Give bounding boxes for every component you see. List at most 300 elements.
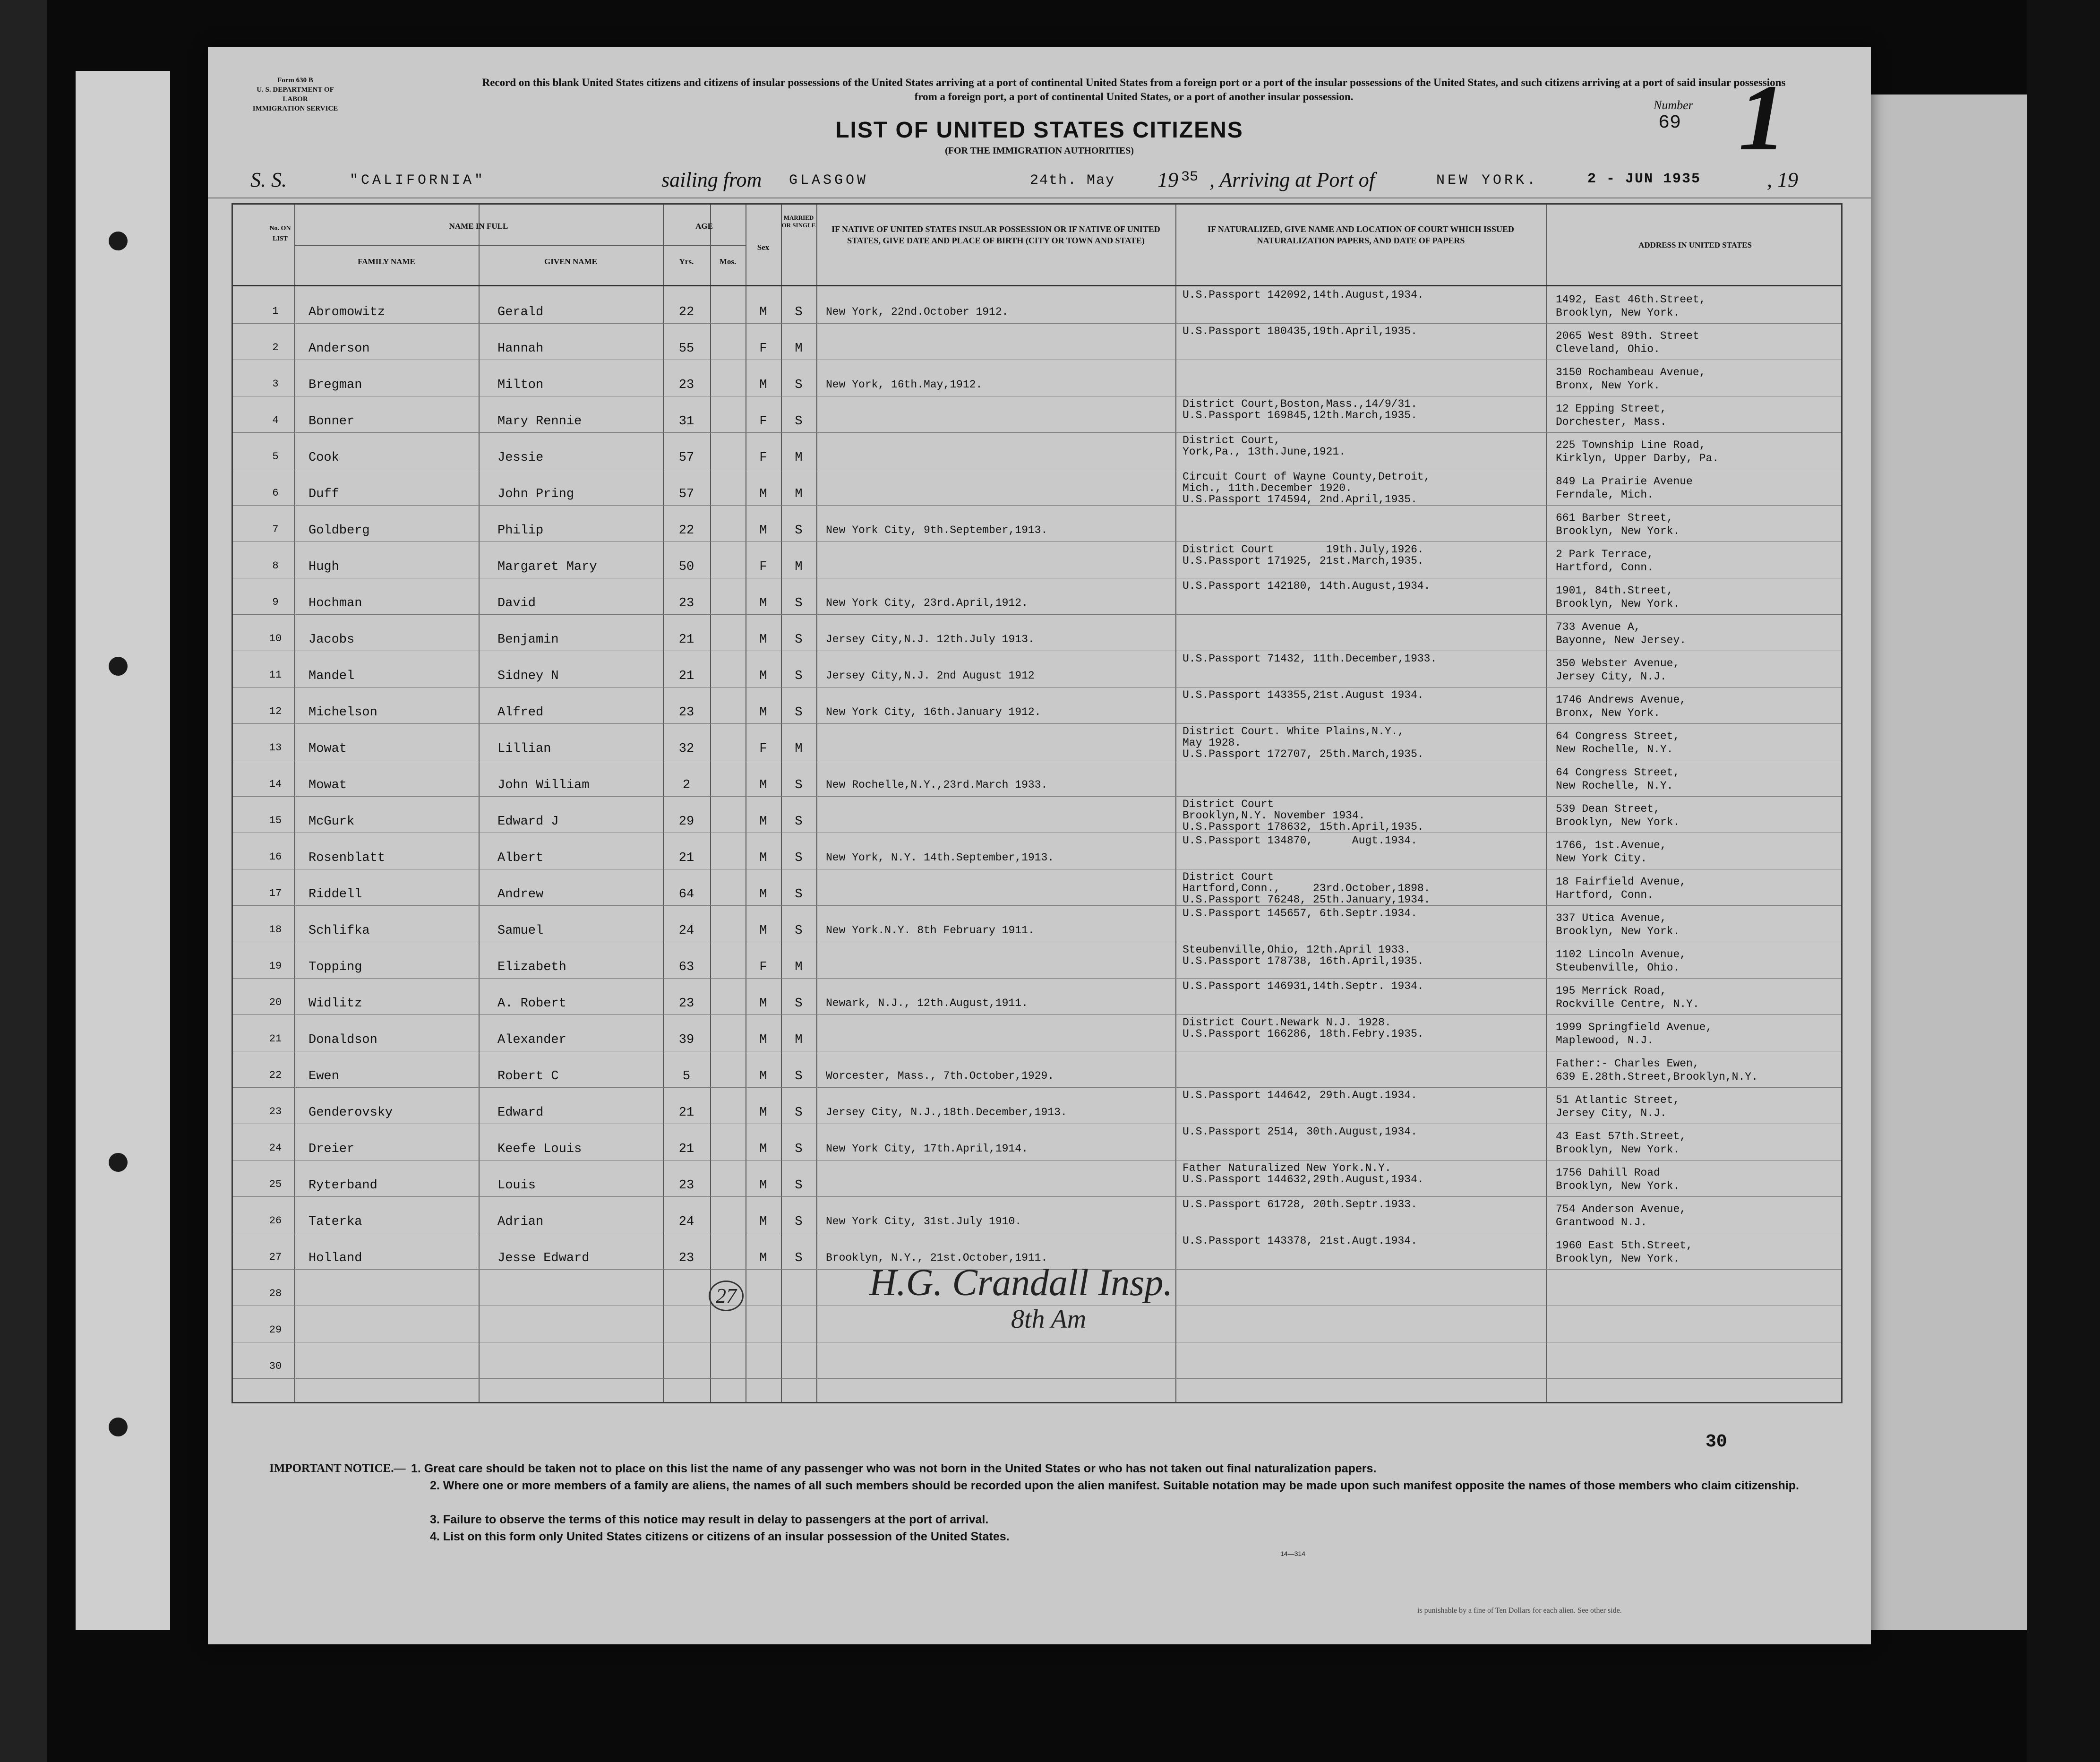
birth-info: New York, 16th.May,1912.: [826, 378, 983, 391]
given-name: Jesse Edward: [497, 1251, 590, 1265]
row-number: 23: [269, 1106, 282, 1117]
age-years: 23: [678, 705, 694, 720]
address-line-1: 733 Avenue A,: [1556, 621, 1641, 633]
age-years: 50: [678, 560, 694, 574]
family-name: Abromowitz: [309, 305, 386, 319]
birth-info: New York City, 23rd.April,1912.: [826, 597, 1028, 609]
family-name: Bonner: [309, 414, 355, 429]
table-row: [233, 833, 1844, 869]
table-row: [233, 578, 1844, 615]
address-line-2: Brooklyn, New York.: [1556, 1253, 1680, 1265]
address-line-1: 18 Fairfield Avenue,: [1556, 876, 1687, 888]
notice-item-3: 3. Failure to observe the terms of this notice may result in delay to passengers at the port of arrival.: [430, 1513, 989, 1526]
given-name: Hannah: [497, 342, 544, 356]
naturalization-info: U.S.Passport 143355,21st.August 1934.: [1183, 689, 1424, 701]
page-title: LIST OF UNITED STATES CITIZENS: [835, 118, 1243, 143]
marital-status: S: [795, 633, 803, 647]
header-married: MARRIED OR SINGLE: [781, 214, 816, 229]
sex: M: [759, 1215, 767, 1229]
address-line-1: 337 Utica Avenue,: [1556, 912, 1667, 924]
form-id-block: [246, 76, 345, 113]
family-name: Hochman: [309, 596, 362, 610]
age-years: 55: [678, 342, 694, 356]
sex: F: [759, 960, 767, 974]
given-name: John William: [497, 778, 590, 792]
row-number: 2: [272, 342, 279, 353]
birth-info: New York City, 17th.April,1914.: [826, 1143, 1028, 1155]
year-suffix: 35: [1181, 169, 1199, 185]
inspector-signature: H.G. Crandall Insp.: [869, 1262, 1173, 1304]
birth-info: New York, N.Y. 14th.September,1913.: [826, 851, 1054, 864]
address-line-1: 539 Dean Street,: [1556, 803, 1660, 815]
marital-status: S: [795, 1142, 803, 1156]
age-years: 2: [682, 778, 691, 792]
naturalization-info: District Court. White Plains,N.Y., May 1928. U.S.Passport 172707, 25th.March,1935.: [1183, 725, 1424, 760]
naturalization-info: District Court 19th.July,1926. U.S.Passport 171925, 21st.March,1935.: [1183, 543, 1424, 567]
row-number: 22: [269, 1069, 282, 1081]
given-name: Edward: [497, 1106, 544, 1120]
address-line-1: 1756 Dahill Road: [1556, 1167, 1660, 1179]
header-yrs: Yrs.: [679, 257, 694, 266]
table-row: [233, 979, 1844, 1015]
number-value: 69: [1658, 112, 1681, 134]
age-years: 21: [678, 669, 694, 683]
age-years: 24: [678, 924, 694, 938]
address-line-1: 661 Barber Street,: [1556, 512, 1673, 524]
birth-info: New York City, 9th.September,1913.: [826, 524, 1048, 536]
sex: M: [759, 378, 767, 392]
sex: M: [759, 669, 767, 683]
sex: M: [759, 1142, 767, 1156]
address-line-1: 1960 East 5th.Street,: [1556, 1239, 1693, 1252]
marital-status: M: [795, 560, 803, 574]
birth-info: New York, 22nd.October 1912.: [826, 306, 1009, 318]
age-years: 63: [678, 960, 694, 974]
sex: M: [759, 1251, 767, 1265]
punch-hole: [109, 657, 128, 676]
department-name: U. S. DEPARTMENT OF LABOR: [257, 86, 334, 103]
sex: M: [759, 887, 767, 902]
family-name: Taterka: [309, 1215, 362, 1229]
row-number: 5: [272, 451, 279, 463]
address-line-2: Steubenville, Ohio.: [1556, 962, 1680, 974]
family-name: Holland: [309, 1251, 362, 1265]
address-line-1: 64 Congress Street,: [1556, 766, 1680, 779]
given-name: Elizabeth: [497, 960, 566, 974]
age-years: 31: [678, 414, 694, 429]
naturalization-info: U.S.Passport 71432, 11th.December,1933.: [1183, 653, 1437, 665]
table-row: [233, 760, 1844, 797]
notice-item-1: 1. Great care should be taken not to place on this list the name of any passenger who was not born in the United States or who has not taken out final naturalization papers.: [411, 1462, 1377, 1475]
naturalization-info: U.S.Passport 142092,14th.August,1934.: [1183, 289, 1424, 301]
address-line-2: Brooklyn, New York.: [1556, 1180, 1680, 1192]
marital-status: S: [795, 378, 803, 392]
given-name: Sidney N: [497, 669, 559, 683]
age-years: 21: [678, 851, 694, 865]
address-line-2: Maplewood, N.J.: [1556, 1034, 1654, 1047]
address-line-2: Brooklyn, New York.: [1556, 525, 1680, 537]
sex: F: [759, 560, 767, 574]
given-name: A. Robert: [497, 997, 566, 1011]
punch-hole: [109, 1418, 128, 1436]
sex: M: [759, 1106, 767, 1120]
row-number: 16: [269, 851, 282, 863]
table-row: [233, 433, 1844, 469]
given-name: Edward J: [497, 815, 559, 829]
address-line-2: Grantwood N.J.: [1556, 1216, 1647, 1229]
header-mos: Mos.: [719, 257, 737, 266]
marital-status: M: [795, 451, 803, 465]
address-line-2: Bronx, New York.: [1556, 707, 1660, 719]
date-sailed: 24th. May: [1030, 172, 1115, 189]
age-years: 32: [678, 742, 694, 756]
marital-status: S: [795, 1069, 803, 1083]
family-name: Mowat: [309, 742, 347, 756]
arriving-label: , Arriving at Port of: [1209, 168, 1375, 191]
marital-status: S: [795, 815, 803, 829]
age-years: 23: [678, 1178, 694, 1193]
record-instructions: Record on this blank United States citizens and citizens of insular possessions of the United States arriving at a port of continental United States from a foreign port or a port of the insular possessions of the United States, and such citizens arriving at a port of said insular possessions from a foreign port, a port of continental United States, or a port of another insular possession.: [482, 77, 1786, 103]
table-row: [233, 1124, 1844, 1160]
table-row: [233, 396, 1844, 433]
given-name: Alexander: [497, 1033, 566, 1047]
address-line-1: 195 Merrick Road,: [1556, 985, 1667, 997]
name-header-rule: [294, 245, 663, 246]
family-name: Duff: [309, 487, 339, 501]
given-name: Gerald: [497, 305, 544, 319]
marital-status: S: [795, 596, 803, 610]
row-number: 3: [272, 378, 279, 390]
marital-status: S: [795, 1178, 803, 1193]
address-line-2: Brooklyn, New York.: [1556, 816, 1680, 828]
header-bottom: [233, 285, 1841, 286]
passenger-table: [231, 203, 1843, 1403]
row-number: 7: [272, 524, 279, 535]
header-naturalized: IF NATURALIZED, GIVE NAME AND LOCATION OF COURT WHICH ISSUED NATURALIZATION PAPERS, AND DATE OF PAPERS: [1208, 224, 1514, 245]
naturalization-info: U.S.Passport 143378, 21st.Augt.1934.: [1183, 1235, 1417, 1247]
naturalization-info: U.S.Passport 144642, 29th.Augt.1934.: [1183, 1089, 1417, 1101]
row-number: 13: [269, 742, 282, 754]
birth-info: New York City, 16th.January 1912.: [826, 706, 1041, 718]
given-name: John Pring: [497, 487, 574, 501]
birth-info: Newark, N.J., 12th.August,1911.: [826, 997, 1028, 1009]
address-line-1: 1999 Springfield Avenue,: [1556, 1021, 1713, 1033]
address-line-1: 64 Congress Street,: [1556, 730, 1680, 742]
left-page-shadow: [76, 71, 170, 1630]
row-number: 28: [269, 1288, 282, 1299]
age-header-rule: [663, 245, 746, 246]
sex: M: [759, 633, 767, 647]
manifest-page: [208, 47, 1871, 1644]
age-years: 21: [678, 633, 694, 647]
given-name: Albert: [497, 851, 544, 865]
marital-status: S: [795, 1251, 803, 1265]
row-number: 24: [269, 1142, 282, 1154]
naturalization-info: U.S.Passport 61728, 20th.Septr.1933.: [1183, 1198, 1417, 1211]
naturalization-info: U.S.Passport 180435,19th.April,1935.: [1183, 325, 1417, 337]
table-row: [233, 287, 1844, 324]
year-prefix: 19: [1157, 168, 1178, 191]
birth-info: Brooklyn, N.Y., 21st.October,1911.: [826, 1252, 1048, 1264]
birth-info: New York City, 31st.July 1910.: [826, 1215, 1022, 1228]
address-line-1: 3150 Rochambeau Avenue,: [1556, 366, 1706, 378]
address-line-2: Ferndale, Mich.: [1556, 489, 1654, 501]
header-given-name: GIVEN NAME: [544, 257, 597, 266]
family-name: Ewen: [309, 1069, 339, 1083]
table-row: [233, 542, 1844, 578]
address-line-1: 51 Atlantic Street,: [1556, 1094, 1680, 1106]
address-line-1: 2065 West 89th. Street: [1556, 330, 1699, 342]
address-line-2: Jersey City, N.J.: [1556, 1107, 1667, 1119]
age-years: 64: [678, 887, 694, 902]
page-subtitle: (FOR THE IMMIGRATION AUTHORITIES): [945, 146, 1134, 156]
row-number: 26: [269, 1215, 282, 1227]
family-name: Hugh: [309, 560, 339, 574]
naturalization-info: U.S.Passport 2514, 30th.August,1934.: [1183, 1126, 1417, 1138]
address-line-2: Brooklyn, New York.: [1556, 925, 1680, 937]
marital-status: S: [795, 1215, 803, 1229]
form-code: 14—314: [1280, 1550, 1305, 1557]
age-years: 22: [678, 305, 694, 319]
header-age: AGE: [695, 222, 713, 231]
family-name: Rosenblatt: [309, 851, 386, 865]
table-row: [233, 1015, 1844, 1051]
naturalization-info: District Court,Boston,Mass.,14/9/31. U.S.Passport 169845,12th.March,1935.: [1183, 398, 1417, 421]
marital-status: S: [795, 1106, 803, 1120]
sex: M: [759, 924, 767, 938]
given-name: Margaret Mary: [497, 560, 597, 574]
row-number: 1: [272, 305, 279, 317]
age-years: 22: [678, 524, 694, 538]
address-line-1: 1102 Lincoln Avenue,: [1556, 948, 1687, 961]
family-name: McGurk: [309, 815, 355, 829]
right-page-shadow: [1871, 95, 2027, 1630]
row-number: 15: [269, 815, 282, 826]
family-name: Schlifka: [309, 924, 370, 938]
given-name: Alfred: [497, 705, 544, 720]
address-line-1: 1766, 1st.Avenue,: [1556, 839, 1667, 851]
service-name: IMMIGRATION SERVICE: [252, 105, 338, 112]
birth-info: New York.N.Y. 8th February 1911.: [826, 924, 1035, 937]
sex: M: [759, 1178, 767, 1193]
marital-status: S: [795, 851, 803, 865]
table-row: [233, 1160, 1844, 1197]
address-line-2: New York City.: [1556, 852, 1647, 865]
address-line-1: 350 Webster Avenue,: [1556, 657, 1680, 670]
row-number: 10: [269, 633, 282, 645]
address-line-2: Kirklyn, Upper Darby, Pa.: [1556, 452, 1719, 464]
row-number: 4: [272, 414, 279, 426]
address-line-1: 1492, East 46th.Street,: [1556, 293, 1706, 306]
address-line-1: 1746 Andrews Avenue,: [1556, 694, 1687, 706]
punch-hole: [109, 1153, 128, 1172]
sex: F: [759, 342, 767, 356]
row-number: 19: [269, 960, 282, 972]
marital-status: S: [795, 705, 803, 720]
marital-status: M: [795, 742, 803, 756]
row-number: 21: [269, 1033, 282, 1045]
age-years: 29: [678, 815, 694, 829]
sex: M: [759, 1069, 767, 1083]
naturalization-info: District Court, York,Pa., 13th.June,1921.: [1183, 434, 1346, 458]
given-name: Philip: [497, 524, 544, 538]
marital-status: S: [795, 778, 803, 792]
marital-status: S: [795, 924, 803, 938]
marital-status: M: [795, 487, 803, 501]
sex: M: [759, 524, 767, 538]
count-note: 27: [709, 1281, 744, 1311]
family-name: Widlitz: [309, 997, 362, 1011]
address-line-2: Cleveland, Ohio.: [1556, 343, 1660, 355]
given-name: Benjamin: [497, 633, 559, 647]
page-count: 30: [1706, 1432, 1727, 1452]
marital-status: S: [795, 669, 803, 683]
sex: M: [759, 487, 767, 501]
sailing-from-label: sailing from: [661, 168, 762, 191]
table-row: [233, 1088, 1844, 1124]
age-years: 24: [678, 1215, 694, 1229]
marital-status: S: [795, 997, 803, 1011]
table-row: [233, 1051, 1844, 1088]
address-line-2: Rockville Centre, N.Y.: [1556, 998, 1699, 1010]
age-years: 39: [678, 1033, 694, 1047]
given-name: Keefe Louis: [497, 1142, 582, 1156]
naturalization-info: District Court Hartford,Conn., 23rd.October,1898. U.S.Passport 76248, 25th.January,1934.: [1183, 871, 1431, 906]
given-name: David: [497, 596, 536, 610]
naturalization-info: District Court Brooklyn,N.Y. November 1934. U.S.Passport 178632, 15th.April,1935.: [1183, 798, 1424, 833]
notice-item-4: 4. List on this form only United States citizens or citizens of an insular possession of the United States.: [430, 1530, 1010, 1543]
address-line-2: Hartford, Conn.: [1556, 561, 1654, 574]
table-row: [233, 906, 1844, 942]
family-name: Ryterband: [309, 1178, 377, 1193]
age-years: 57: [678, 451, 694, 465]
marital-status: S: [795, 414, 803, 429]
birth-info: Worcester, Mass., 7th.October,1929.: [826, 1070, 1054, 1082]
marital-status: M: [795, 342, 803, 356]
given-name: Louis: [497, 1178, 536, 1193]
family-name: Mandel: [309, 669, 355, 683]
given-name: Mary Rennie: [497, 414, 582, 429]
birth-info: Jersey City,N.J. 2nd August 1912: [826, 670, 1035, 682]
arrival-date-stamp: 2 - JUN 1935: [1587, 171, 1701, 187]
row-number: 18: [269, 924, 282, 936]
header-birth: IF NATIVE OF UNITED STATES INSULAR POSSESSION OR IF NATIVE OF UNITED STATES, GIVE DATE AND PLACE OF BIRTH (CITY OR TOWN AND STATE): [831, 224, 1160, 245]
table-row: [233, 942, 1844, 979]
address-line-2: Bronx, New York.: [1556, 379, 1660, 392]
family-name: Michelson: [309, 705, 377, 720]
given-name: Lillian: [497, 742, 551, 756]
notice-label: IMPORTANT NOTICE.—: [269, 1462, 406, 1475]
port-from: GLASGOW: [789, 172, 869, 189]
address-line-1: 2 Park Terrace,: [1556, 548, 1654, 560]
family-name: Goldberg: [309, 524, 370, 538]
age-years: 21: [678, 1106, 694, 1120]
address-line-1: 754 Anderson Avenue,: [1556, 1203, 1687, 1215]
address-line-2: Dorchester, Mass.: [1556, 416, 1667, 428]
footer-note: is punishable by a fine of Ten Dollars for each alien. See other side.: [1417, 1607, 1622, 1615]
family-name: Riddell: [309, 887, 362, 902]
table-row: [233, 615, 1844, 651]
row-number: 17: [269, 887, 282, 899]
address-line-1: 1901, 84th.Street,: [1556, 584, 1673, 597]
row-number: 25: [269, 1178, 282, 1190]
address-line-2: New Rochelle, N.Y.: [1556, 743, 1673, 756]
naturalization-info: District Court.Newark N.J. 1928. U.S.Passport 166286, 18th.Febry.1935.: [1183, 1016, 1424, 1040]
address-line-2: Brooklyn, New York.: [1556, 1143, 1680, 1156]
right-edge-strip: [2027, 0, 2100, 1762]
sex: M: [759, 705, 767, 720]
marital-status: S: [795, 887, 803, 902]
sex: F: [759, 742, 767, 756]
table-row: [233, 1342, 1844, 1379]
age-years: 23: [678, 378, 694, 392]
family-name: Mowat: [309, 778, 347, 792]
row-number: 8: [272, 560, 279, 572]
age-years: 23: [678, 596, 694, 610]
address-line-2: Bayonne, New Jersey.: [1556, 634, 1687, 646]
birth-info: Jersey City,N.J. 12th.July 1913.: [826, 633, 1035, 645]
row-number: 14: [269, 778, 282, 790]
form-number: Form 630 B: [277, 77, 313, 84]
row-number: 6: [272, 487, 279, 499]
ship-name: "CALIFORNIA": [350, 172, 486, 189]
age-years: 23: [678, 997, 694, 1011]
sex: M: [759, 596, 767, 610]
row-number: 30: [269, 1360, 282, 1372]
row-number: 20: [269, 997, 282, 1008]
given-name: Andrew: [497, 887, 544, 902]
address-line-2: Jersey City, N.J.: [1556, 670, 1667, 683]
table-row: [233, 869, 1844, 906]
sex: F: [759, 414, 767, 429]
family-name: Donaldson: [309, 1033, 377, 1047]
marital-status: M: [795, 1033, 803, 1047]
family-name: Topping: [309, 960, 362, 974]
family-name: Dreier: [309, 1142, 355, 1156]
sex: F: [759, 451, 767, 465]
family-name: Cook: [309, 451, 339, 465]
header-sex: Sex: [757, 243, 770, 252]
address-line-2: Brooklyn, New York.: [1556, 598, 1680, 610]
header-name-in-full: NAME IN FULL: [449, 222, 508, 231]
table-row: [233, 469, 1844, 506]
family-name: Jacobs: [309, 633, 355, 647]
given-name: Adrian: [497, 1215, 544, 1229]
family-name: Genderovsky: [309, 1106, 393, 1120]
ss-label: S. S.: [250, 168, 287, 191]
sex: M: [759, 305, 767, 319]
marital-status: S: [795, 305, 803, 319]
table-row: [233, 651, 1844, 688]
age-years: 57: [678, 487, 694, 501]
row-number: 11: [269, 669, 282, 681]
marital-status: S: [795, 524, 803, 538]
naturalization-info: Steubenville,Ohio, 12th.April 1933. U.S.Passport 178738, 16th.April,1935.: [1183, 944, 1424, 967]
naturalization-info: U.S.Passport 145657, 6th.Septr.1934.: [1183, 907, 1417, 920]
punch-hole: [109, 232, 128, 250]
sex: M: [759, 778, 767, 792]
naturalization-info: U.S.Passport 146931,14th.Septr. 1934.: [1183, 980, 1424, 992]
sex: M: [759, 1033, 767, 1047]
row-number: 12: [269, 705, 282, 717]
age-years: 21: [678, 1142, 694, 1156]
table-row: [233, 1197, 1844, 1233]
naturalization-info: U.S.Passport 134870, Augt.1934.: [1183, 834, 1417, 847]
naturalization-info: U.S.Passport 142180, 14th.August,1934.: [1183, 580, 1431, 592]
birth-info: New Rochelle,N.Y.,23rd.March 1933.: [826, 779, 1048, 791]
header-family-name: FAMILY NAME: [358, 257, 415, 266]
row-number: 9: [272, 596, 279, 608]
